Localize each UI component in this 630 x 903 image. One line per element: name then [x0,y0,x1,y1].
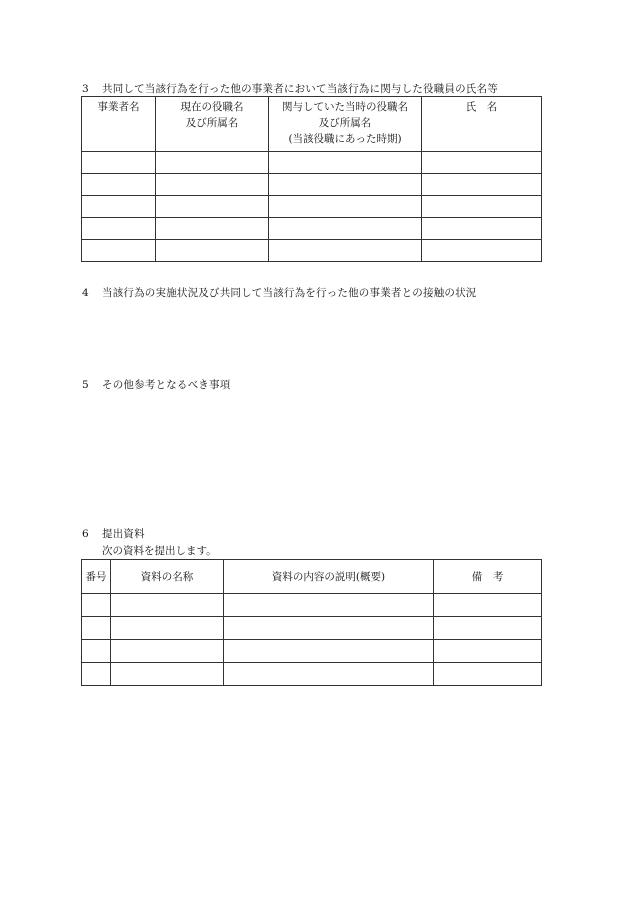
table-cell[interactable] [224,640,434,663]
table-cell[interactable] [434,640,542,663]
table-row [82,617,542,640]
table-cell[interactable] [269,218,422,240]
table-cell[interactable] [82,617,111,640]
section-5-number: 5 [82,379,89,391]
participants-table-header [82,97,542,152]
table-cell[interactable] [111,640,224,663]
table-cell[interactable] [422,218,542,240]
table-cell[interactable] [82,174,156,196]
table-row [82,174,542,196]
section-4-number: 4 [82,287,89,299]
section-3-title: 共同して当該行為を行った他の事業者において当該行為に関与した役職員の氏名等 [102,83,498,95]
table-cell[interactable] [156,196,269,218]
section-4-title: 当該行為の実施状況及び共同して当該行為を行った他の事業者との接触の状況 [102,287,477,299]
table-cell[interactable] [82,152,156,174]
table-cell[interactable] [434,663,542,686]
table-row [82,640,542,663]
table-cell[interactable] [422,240,542,262]
table-row [82,240,542,262]
column-header-description: 資料の内容の説明(概要) [224,560,434,594]
table-row [82,196,542,218]
table-cell[interactable] [269,174,422,196]
table-row [82,663,542,686]
table-row [82,594,542,617]
section-3-number: 3 [82,83,89,95]
table-cell[interactable] [111,617,224,640]
table-row [82,152,542,174]
section-6-subtitle: 次の資料を提出します。 [102,545,217,557]
column-header-full-name: 氏 名 [422,97,542,152]
table-cell[interactable] [82,196,156,218]
table-cell[interactable] [422,196,542,218]
table-cell[interactable] [434,617,542,640]
section-4-heading [82,285,477,300]
materials-table [81,559,542,686]
section-5-title: その他参考となるべき事項 [102,379,231,391]
column-header-current-position: 現在の役職名 及び所属名 [156,97,269,152]
table-cell[interactable] [82,663,111,686]
table-cell[interactable] [156,174,269,196]
column-header-remarks: 備 考 [434,560,542,594]
table-cell[interactable] [434,594,542,617]
column-header-number: 番号 [82,560,111,594]
column-header-material-name: 資料の名称 [111,560,224,594]
table-cell[interactable] [269,196,422,218]
table-cell[interactable] [82,240,156,262]
section-6-heading [82,526,145,541]
table-cell[interactable] [422,152,542,174]
section-5-heading [82,377,230,392]
table-row [82,218,542,240]
table-cell[interactable] [224,594,434,617]
table-cell[interactable] [156,218,269,240]
column-header-past-position: 関与していた当時の役職名 及び所属名 (当該役職にあった時期) [269,97,422,152]
column-header-company-name: 事業者名 [82,97,156,152]
section-6-title: 提出資料 [102,528,145,540]
table-cell[interactable] [269,152,422,174]
section-6-number: 6 [82,528,89,540]
table-cell[interactable] [156,152,269,174]
section-3-heading [82,81,498,96]
table-cell[interactable] [269,240,422,262]
table-cell[interactable] [224,617,434,640]
table-cell[interactable] [156,240,269,262]
table-cell[interactable] [82,640,111,663]
table-cell[interactable] [82,218,156,240]
participants-table [81,96,542,262]
table-cell[interactable] [422,174,542,196]
table-cell[interactable] [82,594,111,617]
materials-table-header [82,560,542,594]
table-cell[interactable] [111,594,224,617]
table-cell[interactable] [111,663,224,686]
table-cell[interactable] [224,663,434,686]
